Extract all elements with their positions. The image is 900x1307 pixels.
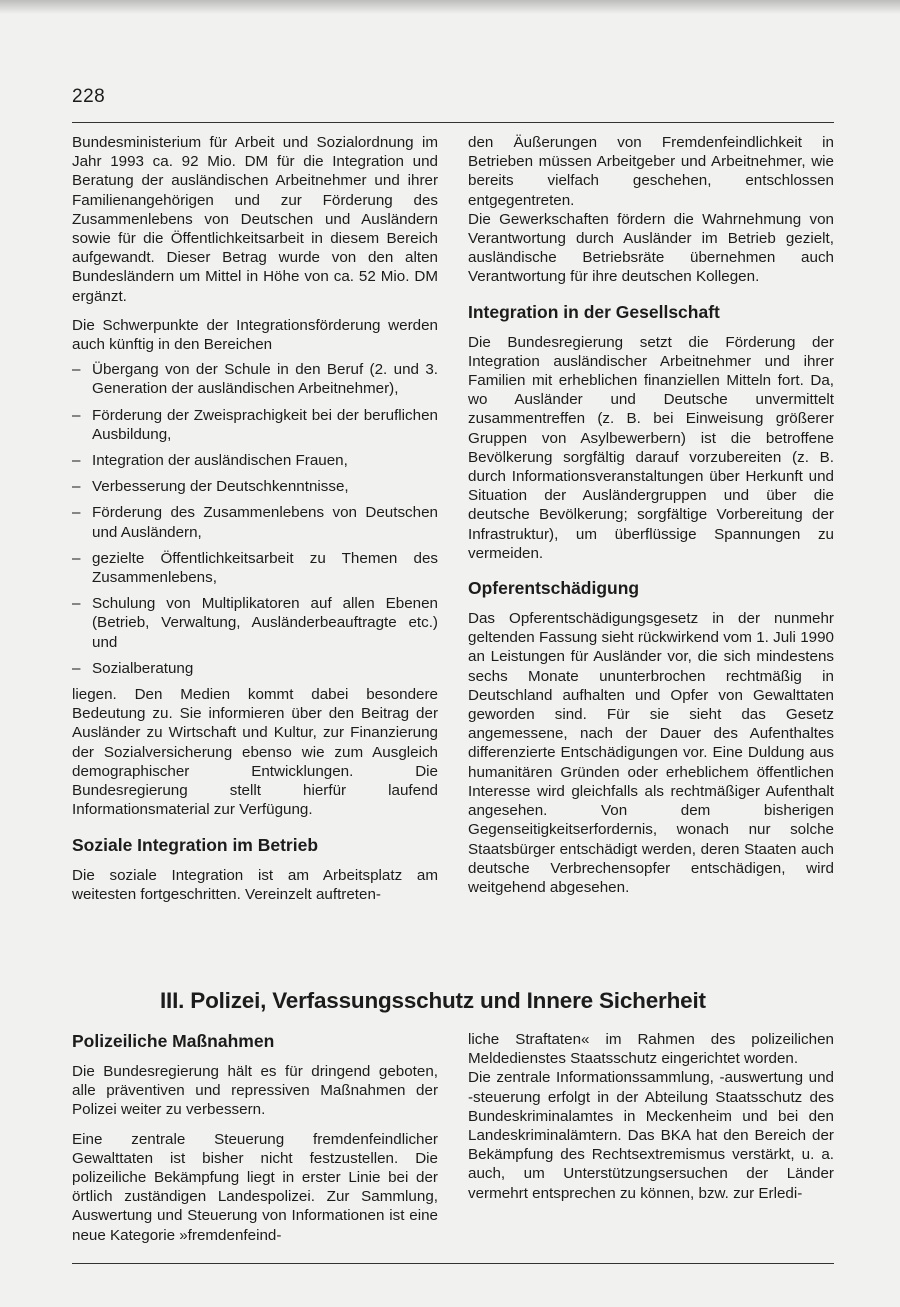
paragraph: Die soziale Integration ist am Arbeitsplatz am weitesten fortgeschritten. Vereinzelt auftreten-: [72, 866, 438, 903]
list-item: – Förderung des Zusammenlebens von Deutschen und Ausländern,: [72, 503, 438, 541]
chapter-heading: III. Polizei, Verfassungsschutz und Innere Sicherheit: [160, 988, 706, 1013]
paragraph: Die Bundesregierung setzt die Förderung der Integration ausländischer Arbeitnehmer und ihrer Familien mit erheblichen finanziellen Mitteln fort. Da, wo Ausländer und Deutsche unvermittelt zusammentreffen (z. B. bei Einweisung größerer Gruppen von Asylbewerbern) ist die betroffene Bevölkerung sorgfältig darauf vorzubereiten (z. B. durch Informationsveranstaltungen über Herkunft und Situation der Ausländergruppen und über die deutsche Bevölkerung; sorgfältige Vorbereitung der Infrastruktur), um überflüssige Spannungen zu vermeiden.: [468, 333, 834, 562]
paragraph: Die Schwerpunkte der Integrationsförderung werden auch künftig in den Bereichen: [72, 316, 438, 354]
footer-rule: [72, 1263, 834, 1264]
paragraph: liche Straftaten« im Rahmen des polizeilichen Meldedienstes Staatsschutz eingerichtet worden.: [468, 1031, 834, 1068]
list-item: – Förderung der Zweisprachigkeit bei der beruflichen Ausbildung,: [72, 406, 438, 444]
paragraph: Das Opferentschädigungsgesetz in der nunmehr geltenden Fassung sieht rückwirkend vom 1. Juli 1990 an Leistungen für Ausländer vor, die sich mindestens sechs Monate ununterbrochen rechtmäßig in Deutschland aufhalten und Opfer von Gewalttaten geworden sind. Für sie sieht das Gesetz angemessene, nach der Dauer des Aufenthaltes differenzierte Entschädigungen vor. Eine Duldung aus humanitären Gründen oder erheblichem öffentlichen Interesse wird gleichfalls als rechtmäßiger Aufenthalt angesehen. Von dem bisherigen Gegenseitigkeitserfordernis, wonach nur solche Staatsbürger entschädigt werden, deren Staaten auch deutsche Verbrechensopfer entschädigen, wird weitgehend abgesehen.: [468, 610, 834, 896]
paragraph: Bundesministerium für Arbeit und Sozialordnung im Jahr 1993 ca. 92 Mio. DM für die Integration und Beratung der ausländischen Arbeitnehmer und ihrer Familienangehörigen und zur Förderung des Zusammenlebens von Deutschen und Ausländern sowie für die Öffentlichkeitsarbeit in diesem Bereich aufgewandt. Dieser Betrag wurde von den alten Bundesländern um Mittel in Höhe von ca. 52 Mio. DM ergänzt.: [72, 134, 438, 305]
upper-left-column: [72, 133, 438, 914]
list-item: – Schulung von Multiplikatoren auf allen Ebenen (Betrieb, Verwaltung, Ausländerbeauftragte etc.) und: [72, 594, 438, 652]
header-rule: [72, 122, 834, 123]
lower-right-column: [468, 1030, 834, 1213]
lower-left-column: [72, 1030, 438, 1255]
list-item: – Übergang von der Schule in den Beruf (2. und 3. Generation der ausländischen Arbeitnehmer),: [72, 360, 438, 398]
paragraph: Eine zentrale Steuerung fremdenfeindlicher Gewalttaten ist bisher nicht festzustellen. Die polizeiliche Bekämpfung liegt in erster Linie bei der örtlich zuständigen Landespolizei. Zur Sammlung, Auswertung und Steuerung von Informationen ist eine neue Kategorie »fremdenfeind-: [72, 1130, 438, 1244]
page-number: 228: [72, 86, 106, 107]
paragraph: den Äußerungen von Fremdenfeindlichkeit in Betrieben müssen Arbeitgeber und Arbeitnehmer, wie bereits vielfach geschehen, entschlossen entgegentreten.: [468, 134, 834, 209]
upper-right-column: [468, 133, 834, 907]
list-item: – gezielte Öffentlichkeitsarbeit zu Themen des Zusammenlebens,: [72, 549, 438, 587]
scan-edge-shadow: [0, 0, 900, 14]
section-heading-betrieb: Soziale Integration im Betrieb: [72, 834, 319, 855]
section-heading-opfer: Opferentschädigung: [468, 578, 640, 599]
section-heading-polizei: Polizeiliche Maßnahmen: [72, 1031, 275, 1051]
list-item: – Sozialberatung: [72, 659, 438, 678]
paragraph: liegen. Den Medien kommt dabei besondere Bedeutung zu. Sie informieren über den Beitrag der Ausländer zu Wirtschaft und Kultur, zur Finanzierung der Sozialversicherung ebenso wie zum Ausgleich demographischer Entwicklungen. Die Bundesregierung stellt hierfür laufend Informationsmaterial zur Verfügung.: [72, 686, 438, 819]
section-heading-gesellschaft: Integration in der Gesellschaft: [468, 301, 720, 322]
paragraph: Die zentrale Informationssammlung, -auswertung und -steuerung erfolgt in der Abteilung Staatsschutz des Bundeskriminalamtes in Meckenheim und bei den Landeskriminalämtern. Das BKA hat den Bereich der Bekämpfung des Rechtsextremismus verstärkt, u. a. auch, um Unterstützungsersuchen der Länder vermehrt entsprechen zu können, bzw. zur Erledi-: [468, 1069, 834, 1202]
list-item: – Verbesserung der Deutschkenntnisse,: [72, 477, 438, 496]
list-item: – Integration der ausländischen Frauen,: [72, 451, 438, 470]
focus-areas-list: [72, 360, 438, 678]
paragraph: Die Gewerkschaften fördern die Wahrnehmung von Verantwortung durch Ausländer im Betrieb gezielt, ausländische Betriebsräte übernehmen auch Verantwortung für ihre deutschen Kollegen.: [468, 210, 834, 286]
paragraph: Die Bundesregierung hält es für dringend geboten, alle präventiven und repressiven Maßnahmen der Polizei weiter zu verbessern.: [72, 1063, 438, 1119]
